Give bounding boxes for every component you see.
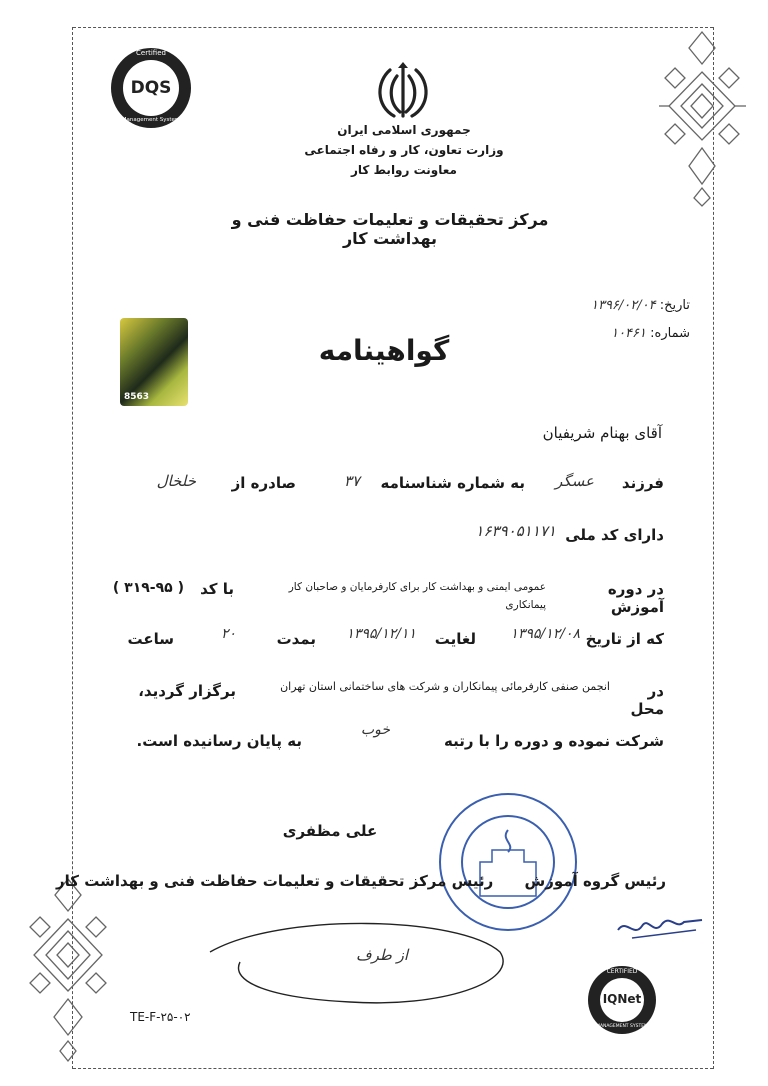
label-duration: بمدت	[276, 630, 316, 648]
iqnet-top-text: CERTIFIED	[606, 968, 638, 975]
hologram-sticker	[120, 318, 188, 406]
duration: ۲۰	[220, 626, 236, 642]
page-title: گواهینامه	[318, 334, 450, 367]
course-code: ( ۳۱۹-۹۵ )	[112, 580, 184, 596]
national-code: ۱۶۳۹۰۵۱۱۷۱	[475, 522, 556, 540]
form-code: TE-F-۲۵-۰۲	[130, 1010, 191, 1024]
hologram-code: 8563	[124, 392, 150, 402]
signer-name: علی مظفری	[282, 822, 378, 840]
center-name: مرکز تحقیقات و تعلیمات حفاظت فنی و بهداشت کار	[231, 210, 549, 248]
handwritten-note: از طرف	[356, 946, 408, 964]
header-line-1: جمهوری اسلامی ایران	[337, 123, 471, 137]
label-code: با کد	[200, 580, 234, 598]
label-id: به شماره شناسنامه	[380, 474, 525, 492]
course-name-line-2: پیمانکاری	[505, 599, 546, 611]
label-course: در دوره آموزش	[607, 580, 664, 616]
id-number: ۳۷	[343, 472, 360, 490]
header-line-2: وزارت تعاون، کار و رفاه اجتماعی	[304, 143, 504, 157]
label-to-date: لغایت	[434, 630, 476, 648]
course-name	[240, 578, 546, 614]
number-value: ۱۰۴۶۱	[611, 326, 647, 341]
iqnet-bottom-text: MANAGEMENT SYSTEM	[596, 1024, 648, 1029]
label-from-date: که از تاریخ	[585, 630, 664, 648]
ornament-bottom-left-icon	[18, 875, 118, 1065]
dqs-top-text: Certified	[136, 49, 166, 57]
date-value: ۱۳۹۶/۰۲/۰۴	[590, 298, 656, 313]
number-label: شماره:	[650, 326, 690, 341]
course-place: انجمن صنفی کارفرمائی پیمانکاران و شرکت های ساختمانی استان تهران	[280, 680, 610, 693]
recipient-name: آقای بهنام شریفیان	[542, 424, 662, 442]
from-date: ۱۳۹۵/۱۲/۰۸	[510, 626, 580, 642]
signer-title: رئیس گروه آموزش رئیس مرکز تحقیقات و تعلیمات حفاظت فنی و بهداشت کار	[56, 872, 666, 890]
label-issued: صادره از	[231, 474, 296, 492]
course-name-line-1: عمومی ایمنی و بهداشت کار برای کارفرمایان و صاحبان کار	[288, 581, 546, 593]
label-completed: به پایان رسانیده است.	[136, 732, 302, 750]
dqs-certified-logo	[108, 45, 194, 131]
ornament-top-right-icon	[655, 28, 750, 208]
signature-icon	[612, 900, 708, 948]
label-hours: ساعت	[127, 630, 174, 648]
label-child: فرزند	[621, 474, 664, 492]
grade: خوب	[360, 722, 390, 738]
header-line-3: معاونت روابط کار	[351, 163, 457, 177]
number-block	[520, 326, 690, 341]
label-held: برگزار گردید،	[138, 682, 236, 700]
iran-emblem-icon	[370, 62, 436, 120]
father-name: عسگر	[555, 472, 594, 490]
iqnet-certified-logo	[586, 964, 658, 1036]
to-date: ۱۳۹۵/۱۲/۱۱	[346, 626, 416, 642]
issued-place: خلخال	[156, 472, 196, 490]
dqs-bottom-text: Management System	[121, 117, 181, 123]
label-place: در محل	[630, 682, 664, 718]
dqs-main-text: DQS	[130, 78, 172, 98]
date-label: تاریخ:	[659, 298, 690, 313]
iqnet-main-text: IQNet	[602, 992, 642, 1006]
date-block	[520, 298, 690, 313]
label-national-code: دارای کد ملی	[565, 526, 664, 544]
label-grade: شرکت نموده و دوره را با رتبه	[443, 732, 664, 750]
header-lines	[284, 120, 524, 180]
